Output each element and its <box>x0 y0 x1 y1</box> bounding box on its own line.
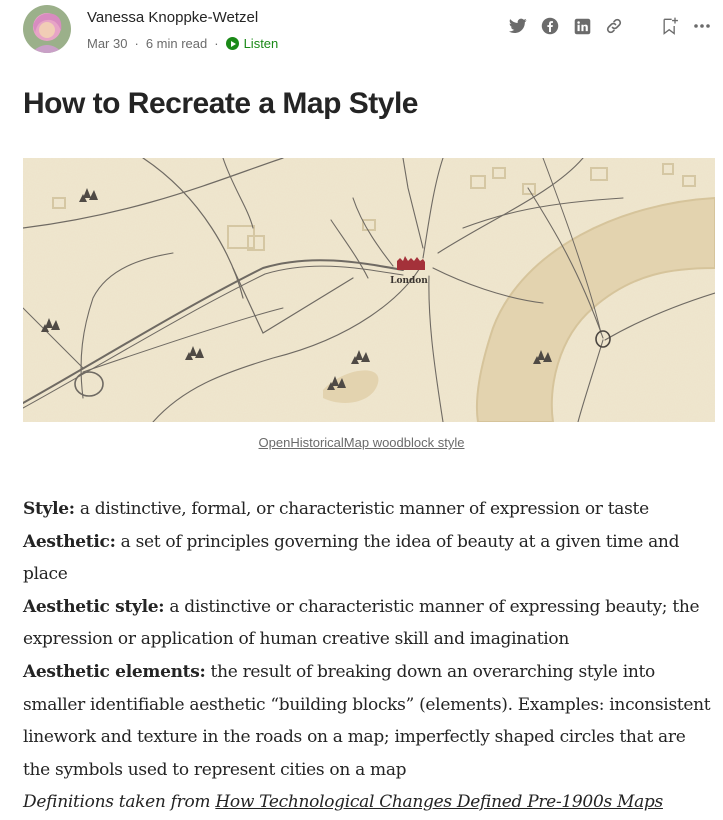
author-avatar[interactable] <box>23 5 71 53</box>
publish-date: Mar 30 <box>87 36 128 51</box>
definition-paragraph <box>23 526 713 591</box>
play-icon <box>226 37 239 50</box>
definition-term: Aesthetic elements: <box>23 661 206 682</box>
meta-separator: · <box>214 36 219 51</box>
definition-paragraph <box>23 493 713 526</box>
definition-text: a distinctive or characteristic manner of expressing beauty; the expression or application of human creative skill and imagination <box>23 596 700 650</box>
read-time: 6 min read <box>145 36 208 51</box>
listen-button[interactable] <box>226 36 279 51</box>
article-meta <box>87 36 278 51</box>
definition-term: Aesthetic: <box>23 531 116 552</box>
source-note <box>23 786 713 819</box>
definition-paragraph <box>23 591 713 656</box>
definition-text: the result of breaking down an overarching style into smaller identifiable aesthetic “building blocks” (elements). Examples: inconsistent linework and texture in the roads on a map; imperfectly shaped circles that are the symbols used to represent cities on a map <box>23 661 711 780</box>
twitter-icon[interactable] <box>507 15 529 37</box>
definition-term: Aesthetic style: <box>23 596 165 617</box>
definition-term: Style: <box>23 499 75 519</box>
map-city-label: London <box>390 276 428 286</box>
source-prefix: Definitions taken from <box>23 792 216 813</box>
more-icon[interactable] <box>691 15 713 37</box>
listen-label: Listen <box>243 36 279 51</box>
bookmark-add-icon[interactable] <box>659 15 681 37</box>
share-actions <box>497 15 713 37</box>
figure-caption <box>0 435 723 450</box>
article-body <box>23 493 713 819</box>
author-name[interactable]: Vanessa Knoppke-Wetzel <box>87 9 259 26</box>
definition-paragraph <box>23 656 713 786</box>
meta-separator: · <box>134 36 139 51</box>
definition-text: a distinctive, formal, or characteristic manner of expression or taste <box>74 499 649 519</box>
map-figure[interactable] <box>23 158 715 422</box>
source-link[interactable]: How Technological Changes Defined Pre-1900s Maps <box>215 792 663 813</box>
definition-text: a set of principles governing the idea of beauty at a given time and place <box>23 531 680 585</box>
article-header <box>23 5 723 55</box>
link-icon[interactable] <box>603 15 625 37</box>
linkedin-icon[interactable] <box>571 15 593 37</box>
facebook-icon[interactable] <box>539 15 561 37</box>
map-image <box>23 158 715 422</box>
caption-link[interactable]: OpenHistoricalMap woodblock style <box>258 435 465 450</box>
article-title: How to Recreate a Map Style <box>23 87 418 120</box>
